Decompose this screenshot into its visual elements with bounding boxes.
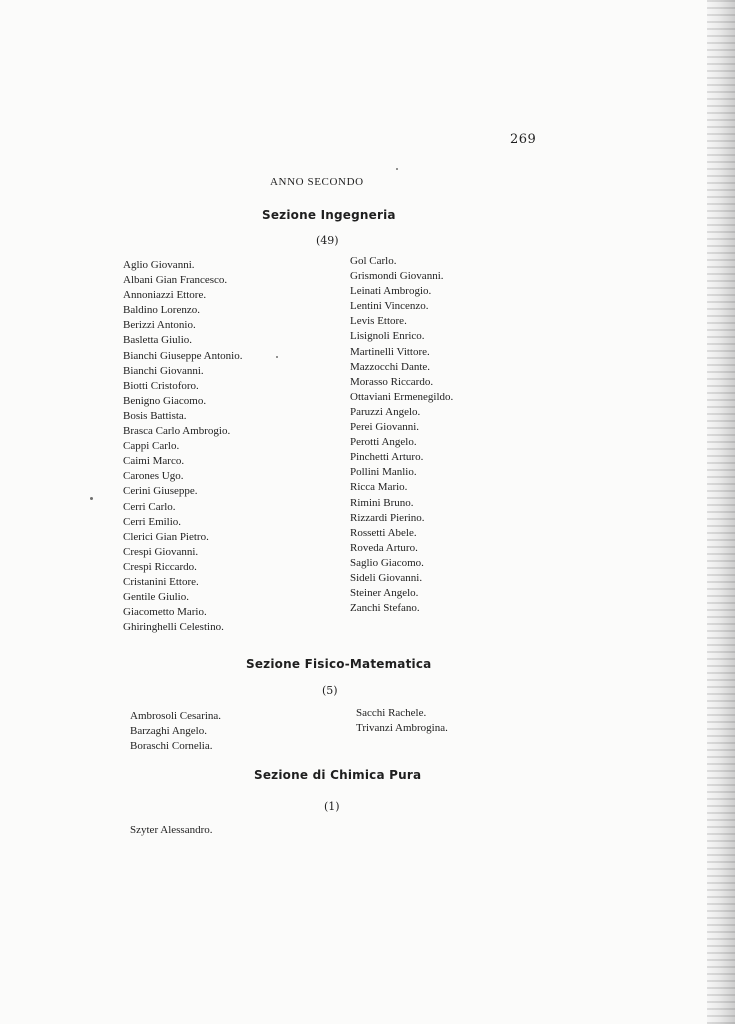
list-item: Ricca Mario. — [350, 481, 408, 494]
section-count-ingegneria: (49) — [316, 234, 339, 247]
list-item: Giacometto Mario. — [123, 606, 207, 619]
scanned-page-edge — [707, 0, 735, 1024]
name-list-fisico-matematica-right — [356, 706, 448, 736]
name-list-fisico-matematica-left — [130, 709, 221, 754]
list-item: Rizzardi Pierino. — [350, 511, 425, 524]
list-item: Ottaviani Ermenegildo. — [350, 390, 454, 403]
list-item: Clerici Gian Pietro. — [123, 530, 209, 543]
list-item: Brasca Carlo Ambrogio. — [123, 425, 231, 438]
scan-speck — [276, 356, 278, 358]
list-item: Crespi Riccardo. — [123, 560, 197, 573]
name-list-ingegneria-right — [350, 254, 453, 616]
list-item: Ambrosoli Cesarina. — [130, 710, 222, 722]
list-item: Berizzi Antonio. — [123, 319, 196, 332]
list-item: Szyter Alessandro. — [130, 824, 213, 836]
running-title: ANNO SECONDO — [270, 176, 364, 188]
list-item: Perei Giovanni. — [350, 421, 420, 434]
list-item: Perotti Angelo. — [350, 436, 417, 449]
list-item: Caimi Marco. — [123, 455, 185, 468]
list-item: Carones Ugo. — [123, 470, 184, 483]
section-heading-chimica-pura: Sezione di Chimica Pura — [254, 768, 422, 782]
list-item: Barzaghi Angelo. — [130, 725, 207, 738]
page-number: 269 — [510, 132, 537, 147]
list-item: Trivanzi Ambrogina. — [356, 722, 448, 735]
list-item: Lisignoli Enrico. — [350, 330, 425, 343]
list-item: Rimini Bruno. — [350, 496, 414, 509]
list-item: Grismondi Giovanni. — [350, 270, 444, 283]
list-item: Crespi Giovanni. — [123, 545, 199, 558]
name-list-chimica-pura — [130, 823, 212, 838]
list-item: Bosis Battista. — [123, 409, 187, 422]
scan-speck — [396, 168, 398, 170]
list-item: Albani Gian Francesco. — [123, 274, 228, 287]
list-item: Roveda Arturo. — [350, 541, 418, 554]
section-count-chimica-pura: (1) — [324, 800, 340, 813]
list-item: Pollini Manlio. — [350, 466, 417, 479]
list-item: Sacchi Rachele. — [356, 707, 427, 719]
list-item: Zanchi Stefano. — [350, 602, 420, 615]
list-item: Pinchetti Arturo. — [350, 451, 424, 464]
list-item: Martinelli Vittore. — [350, 345, 430, 358]
list-item: Cerri Carlo. — [123, 500, 176, 513]
list-item: Baldino Lorenzo. — [123, 304, 200, 317]
list-item: Saglio Giacomo. — [350, 556, 424, 569]
list-item: Gentile Giulio. — [123, 591, 189, 604]
list-item: Biotti Cristoforo. — [123, 379, 199, 392]
section-count-fisico-matematica: (5) — [322, 684, 338, 697]
list-item: Annoniazzi Ettore. — [123, 289, 207, 302]
list-item: Basletta Giulio. — [123, 334, 193, 347]
list-item: Bianchi Giuseppe Antonio. — [123, 349, 243, 362]
list-item: Cerri Emilio. — [123, 515, 182, 528]
list-item: Rossetti Abele. — [350, 526, 417, 539]
list-item: Boraschi Cornelia. — [130, 740, 213, 753]
list-item: Benigno Giacomo. — [123, 394, 207, 407]
list-item: Ghiringhelli Celestino. — [123, 621, 224, 634]
list-item: Bianchi Giovanni. — [123, 364, 204, 377]
list-item: Morasso Riccardo. — [350, 375, 434, 388]
list-item: Cristanini Ettore. — [123, 575, 199, 588]
list-item: Gol Carlo. — [350, 255, 397, 267]
list-item: Cerini Giuseppe. — [123, 485, 198, 498]
list-item: Steiner Angelo. — [350, 587, 419, 600]
list-item: Leinati Ambrogio. — [350, 285, 432, 298]
list-item: Aglio Giovanni. — [123, 259, 195, 271]
list-item: Lentini Vincenzo. — [350, 300, 429, 313]
list-item: Cappi Carlo. — [123, 440, 180, 453]
scan-speck — [90, 497, 93, 500]
list-item: Mazzocchi Dante. — [350, 360, 431, 373]
name-list-ingegneria-left — [123, 258, 242, 635]
section-heading-fisico-matematica: Sezione Fisico-Matematica — [246, 657, 432, 671]
list-item: Sideli Giovanni. — [350, 571, 423, 584]
list-item: Paruzzi Angelo. — [350, 405, 421, 418]
list-item: Levis Ettore. — [350, 315, 407, 328]
section-heading-ingegneria: Sezione Ingegneria — [262, 208, 396, 222]
